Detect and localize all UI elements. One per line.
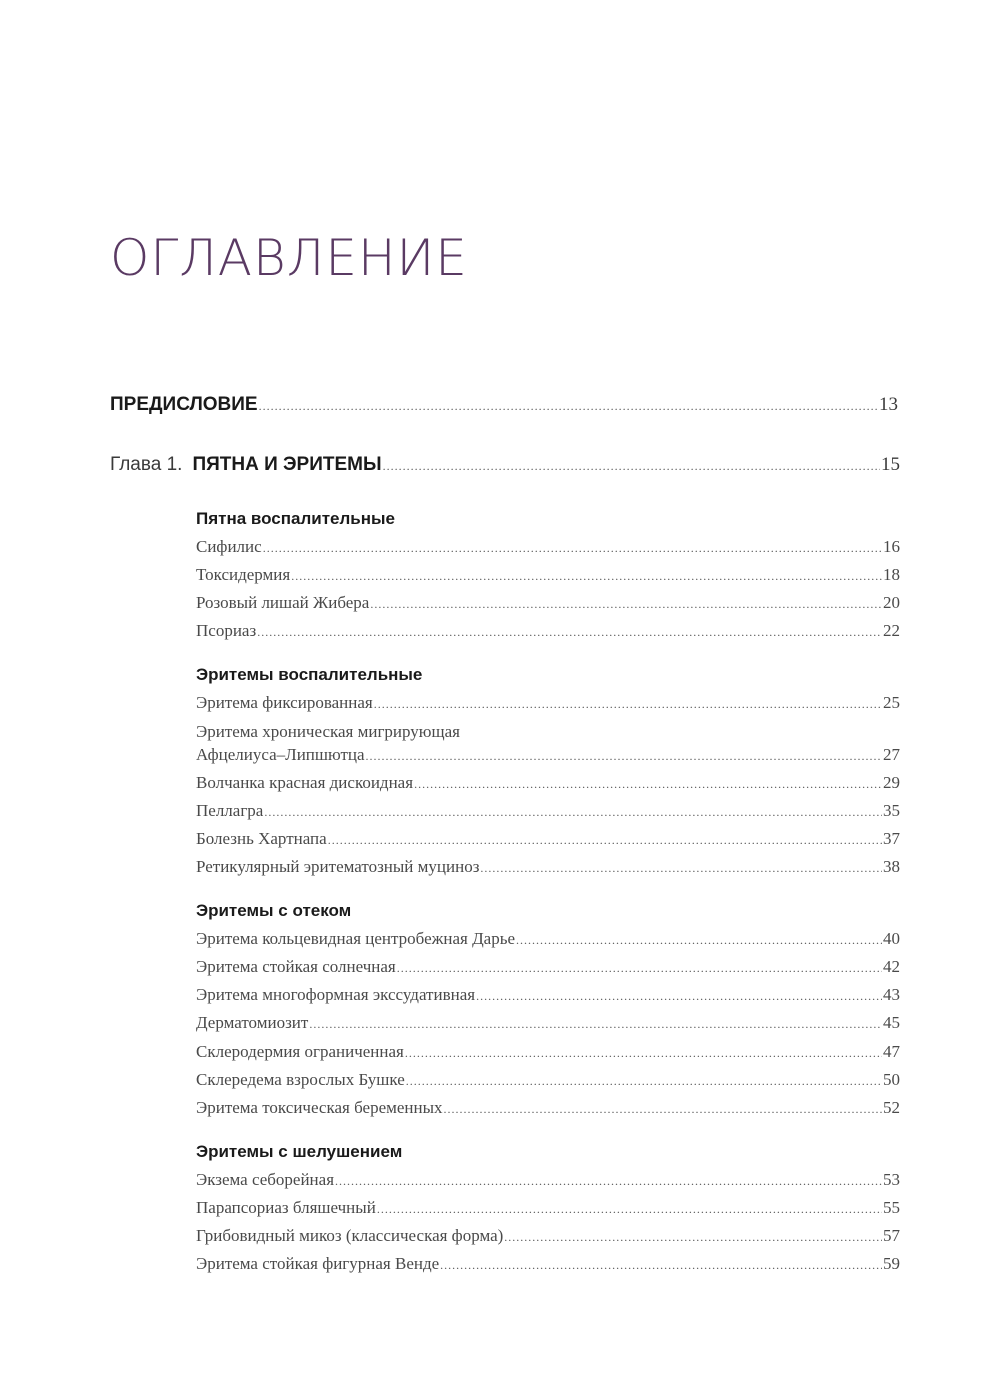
dot-leader [516,929,882,951]
dot-leader [259,395,878,417]
toc-entry[interactable] [196,692,900,715]
dot-leader [397,957,882,979]
dot-leader [414,773,882,795]
page-number: 38 [883,857,900,876]
dot-leader [370,593,882,615]
toc-entry[interactable] [196,984,900,1007]
page-title: ОГЛАВЛЕНИЕ [110,229,468,287]
toc-entry-label: Склередема взрослых Бушке [196,1070,405,1089]
toc-entry[interactable] [196,620,900,643]
dot-leader [444,1098,882,1120]
dot-leader [335,1170,882,1192]
page-number: 55 [883,1198,900,1217]
section-heading: Эритемы с шелушением [196,1142,403,1161]
page-number: 15 [881,454,900,475]
toc-entry-label: Эритема многоформная экссудативная [196,985,476,1004]
dot-leader [257,621,882,643]
page-number: 43 [883,985,900,1004]
page-number: 57 [883,1226,900,1245]
page-number: 18 [883,565,900,584]
toc-entry-label: Эритема стойкая фигурная Венде [196,1254,440,1273]
toc-entry[interactable] [196,1169,900,1192]
page-number: 35 [883,801,900,820]
toc-entry[interactable] [196,928,900,951]
toc-entry-label: Токсидермия [196,565,291,584]
toc-entry-label: Розовый лишай Жибера [196,593,370,612]
page-number: 50 [883,1070,900,1089]
page-number: 16 [883,537,900,556]
toc-entry-label: Сифилис [196,537,262,556]
toc-entry-label: Эритема токсическая беременных [196,1098,443,1117]
chapter-prefix: Глава 1. [110,454,183,475]
page-number: 37 [883,829,900,848]
toc-entry-label: Ретикулярный эритематозный муциноз [196,857,480,876]
toc-entry-label: Волчанка красная дискоидная [196,773,414,792]
dot-leader [328,829,882,851]
toc-entry[interactable] [196,564,900,587]
toc-entry[interactable] [196,1097,900,1120]
page-number: 45 [883,1013,900,1032]
dot-leader [309,1013,882,1035]
page-number: 42 [883,957,900,976]
toc-chapter[interactable] [110,454,900,477]
toc-entry[interactable] [196,1012,900,1035]
toc-entry-label: Экзема себорейная [196,1170,335,1189]
dot-leader [440,1254,882,1276]
dot-leader [476,985,882,1007]
toc-entry-label: Склеродермия ограниченная [196,1042,404,1061]
dot-leader [383,455,880,477]
toc-entry[interactable] [196,1225,900,1248]
dot-leader [374,693,882,715]
toc-entry-label: Пеллагра [196,801,264,820]
toc-entry-label: Афцелиуса–Липшютца [196,745,365,764]
chapter-title: ПЯТНА И ЭРИТЕМЫ [192,454,382,475]
page-number: 47 [883,1042,900,1061]
page-number: 40 [883,929,900,948]
page-number: 22 [883,621,900,640]
toc-entry-label: Грибовидный микоз (классическая форма) [196,1226,504,1245]
page-number: 52 [883,1098,900,1117]
dot-leader [264,801,882,823]
page-number: 53 [883,1170,900,1189]
toc-entry[interactable] [196,856,900,879]
toc-entry-label: Псориаз [196,621,257,640]
toc-entry[interactable] [196,592,900,615]
page-number: 25 [883,693,900,712]
toc-entry[interactable] [196,744,900,767]
toc-entry[interactable] [196,536,900,559]
toc-entry[interactable] [196,1041,900,1064]
toc-entry[interactable] [196,956,900,979]
toc-entry-label: Эритема стойкая солнечная [196,957,396,976]
toc-entry[interactable] [196,1069,900,1092]
page-number: 20 [883,593,900,612]
section-heading: Эритемы воспалительные [196,665,423,684]
toc-entry-label: Парапсориаз бляшечный [196,1198,376,1217]
dot-leader [263,537,882,559]
toc-entry[interactable] [196,772,900,795]
page-number: 27 [883,745,900,764]
dot-leader [480,857,882,879]
dot-leader [291,565,882,587]
toc-preface[interactable] [110,394,898,417]
page-number: 13 [879,394,898,415]
section-heading: Эритемы с отеком [196,901,352,920]
dot-leader [405,1042,882,1064]
toc-preface-label: ПРЕДИСЛОВИЕ [110,394,258,415]
page-number: 59 [883,1254,900,1273]
page-number: 29 [883,773,900,792]
dot-leader [504,1226,882,1248]
toc-entry-label: Эритема кольцевидная центробежная Дарье [196,929,516,948]
toc-entry[interactable] [196,800,900,823]
toc-entry-label: Эритема фиксированная [196,693,373,712]
toc-entry-label: Болезнь Хартнапа [196,829,327,848]
dot-leader [366,745,882,767]
toc-entry-label-line1[interactable]: Эритема хроническая мигрирующая [196,722,460,741]
dot-leader [377,1198,882,1220]
toc-entry[interactable] [196,1253,900,1276]
dot-leader [406,1070,882,1092]
section-heading: Пятна воспалительные [196,509,395,528]
toc-entry[interactable] [196,828,900,851]
toc-entry[interactable] [196,1197,900,1220]
toc-entry-label: Дерматомиозит [196,1013,309,1032]
